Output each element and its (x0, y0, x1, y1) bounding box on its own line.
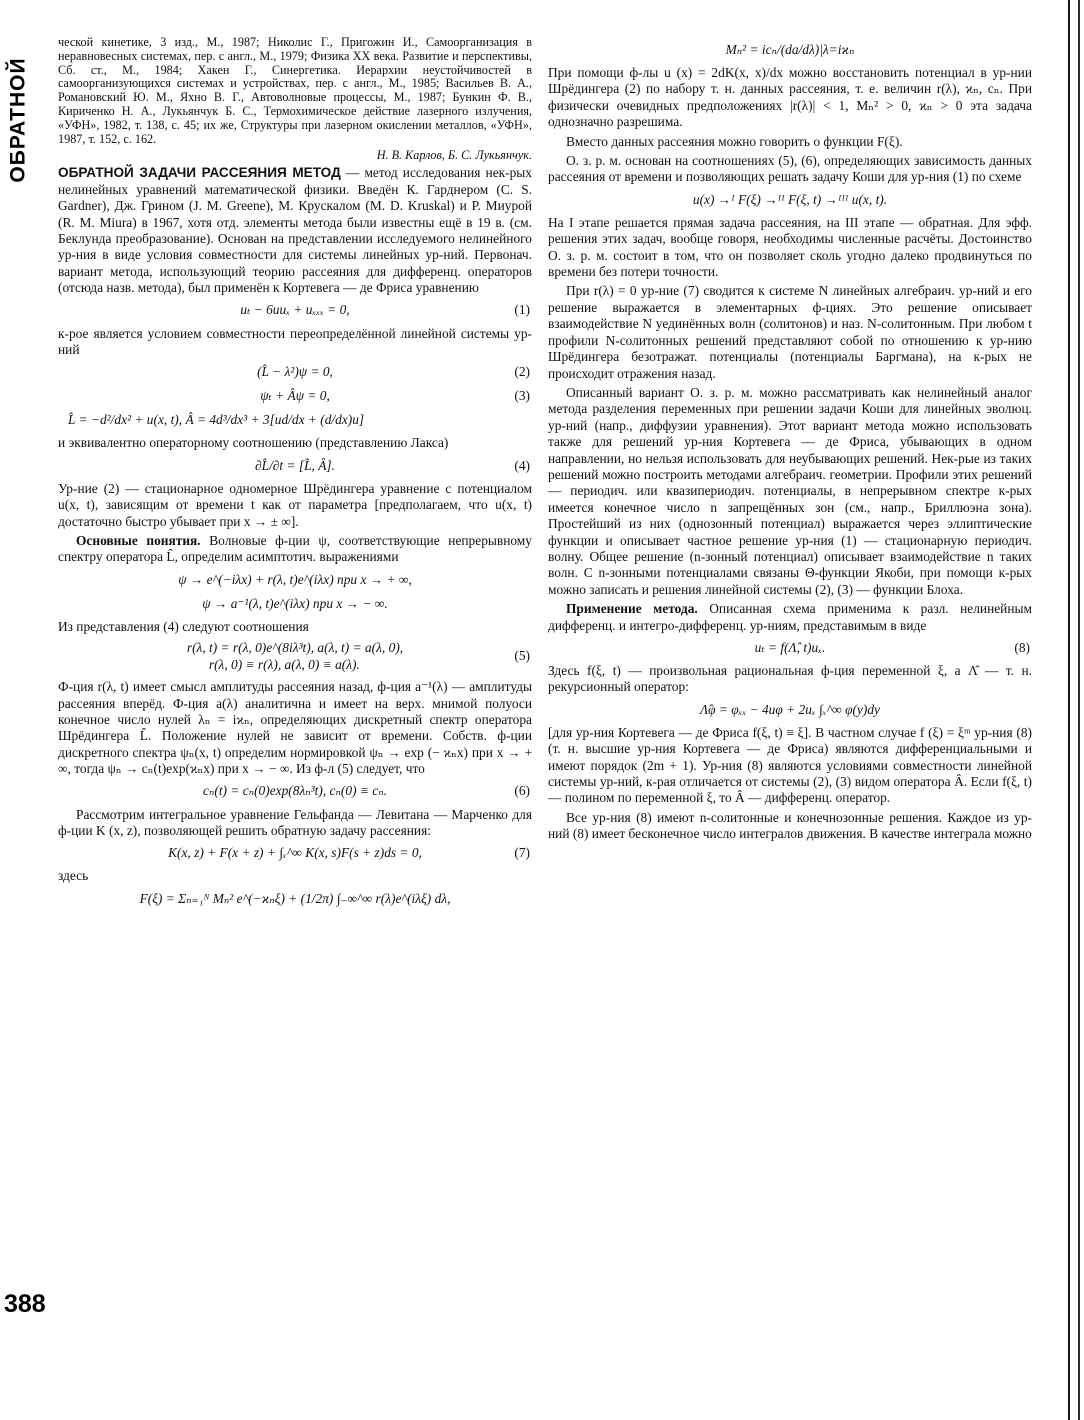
equation-3-body: ψₜ + Âψ = 0, (260, 388, 330, 404)
paragraph-relations: Из представления (4) следуют соотношения (58, 618, 309, 634)
equation-1-body: uₜ − 6uuₓ + uₓₓₓ = 0, (240, 302, 350, 318)
paragraph-scheme-intro: О. з. р. м. основан на соотношениях (5), (6), определяющих зависимость данных рассеяния от времени и позволяющих решать задачу Коши для ур-ния (1) по схеме (548, 153, 1032, 185)
equation-6-body: cₙ(t) = cₙ(0)exp(8λₙ³t), cₙ(0) ≡ cₙ. (202, 783, 387, 799)
page-number: 388 (4, 1290, 46, 1318)
paragraph-higher-kdv: [для ур-ния Кортевега — де Фриса f(ξ, t) ≡ ξ]. В частном случае f (ξ) = ξᵐ ур-ния (8) (т. н. высшие ур-ния Кортевега — де Фриса) являются дифференциальными и имеют порядок (2m + 1). Ур-ния (8) являются условиями совместности линейной системы ур-ний, к-рая отличается от системы (2), (3) видом оператора Â. Если f(ξ, t) — полином по переменной ξ, то Â — дифференц. оператор. (548, 724, 1032, 806)
paragraph-variant: Описанный вариант О. з. р. м. можно рассматривать как нелинейный аналог метода разделения переменных при решении задачи Коши для линейных эволюц. ур-ний (напр., диффузии уравнения). Этот вариант метода можно использовать также для решений ур-ния Кортевега — де Фриса, убывающих в одном направлении, но нельзя использовать для неубывающих решений. Нек-рые из таких решений можно построить методами алгебраич. геометрии. Профили этих решений — периодич. или квазипериодич. потенциалы, в непрерывном спектре к-рых имеется конечное число n запрещённых зон (см., напр., Бриллюэна зона). Простейший из них (однозонный потенциал) выражается через эллиптические функции и описывает частное решение ур-ния (1) — стационарную периодич. волну. Общее решение (n-зонный потенциал) описывает взаимодействие n таких волн. С n-зонными потенциалами связаны Θ-функции Якоби, при помощи к-рых можно записать и решения линейной системы (2), (3) — функции Блоха. (548, 384, 1032, 597)
paragraph-amplitudes: Ф-ция r(λ, t) имеет смысл амплитуды рассеяния назад, ф-ция a⁻¹(λ) — амплитуды рассеяния вперёд. Ф-ция a(λ) аналитична и имеет на верх. мнимой полуоси конечное число нулей λₙ = iϰₙ, определяющих дискретный спектр оператора Шрёдингера L̂. Положение нулей не зависит от времени. Собств. ф-ции дискретного спектра ψₙ(x, t) определим нормировкой ψₙ → exp (− ϰₙx) при x → + ∞, тогда ψₙ → cₙ(t)exp(ϰₙx) при x → − ∞. Из ф-л (5) следует, что (58, 679, 532, 777)
equation-1 (58, 302, 532, 320)
equation-asymptotic-2-body: ψ → a⁻¹(λ, t)e^(iλx) при x → − ∞. (202, 595, 388, 611)
equation-5-body (187, 640, 403, 673)
equation-6 (58, 783, 532, 801)
equation-5-line-2: r(λ, 0) ≡ r(λ), a(λ, 0) ≡ a(λ). (208, 656, 360, 672)
paragraph-lax: и эквивалентно операторному соотношению (представлению Лакса) (58, 435, 449, 451)
equation-asymptotic-2 (58, 595, 532, 613)
paragraph-here: здесь (58, 868, 89, 884)
equation-lambda-body: Λ̂φ = φₓₓ − 4uφ + 2uₓ ∫ₓ^∞ φ(y)dy (700, 701, 880, 717)
page-edge-line-outer (1078, 0, 1080, 1420)
equation-F-body: F(ξ) = Σₙ₌₁ᴺ Mₙ² e^(−ϰₙξ) + (1/2π) ∫₋∞^∞ r(λ)e^(iλξ) dλ, (139, 890, 451, 906)
paragraph-recursion: Здесь f(ξ, t) — произвольная рациональная ф-ция переменной ξ, а Λ̂ — т. н. рекурсионный оператор: (548, 663, 1032, 695)
paragraph-stages: На I этапе решается прямая задача рассеяния, на III этапе — обратная. Для эфф. решения этих задач, вообще говоря, необходимы численные расчёты. Достоинство О. з. р. м. состоит в том, что он позволяет сколь угодно далеко продвинуться по времени без потери точности. (548, 214, 1032, 280)
article-intro (58, 165, 532, 296)
equation-2 (58, 363, 532, 381)
paragraph-reconstruction: При помощи ф-лы u (x) = 2dK(x, x)/dx можно восстановить потенциал в ур-нии Шрёдингера (2) по набору т. н. данных рассеяния, т. е. величин r(λ), ϰₙ, cₙ. При физически очевидных предположениях |r(λ)| < 1, Mₙ² > 0, ϰₙ > 0 эта задача однозначно разрешима. (548, 65, 1032, 130)
equation-4-body: ∂L̂/∂t = [L̂, Â]. (255, 457, 335, 473)
equation-4 (58, 457, 532, 475)
paragraph-schrodinger: Ур-ние (2) — стационарное одномерное Шрёдингера уравнение с потенциалом u(x, t), зависящим от времени t как от параметра [предполагаем, что u(x, t) достаточно быстро убывает при x → ± ∞]. (58, 480, 532, 529)
running-head (2, 40, 36, 200)
paragraph-function-F: Вместо данных рассеяния можно говорить о функции F(ξ). (566, 133, 903, 149)
equation-4-number: (4) (514, 457, 530, 473)
equation-2-body: (L̂ − λ²)ψ = 0, (257, 364, 333, 380)
equation-operators-body: L̂ = −d²/dx² + u(x, t), Â = 4d³/dx³ + 3[ud/dx + (d/dx)u] (68, 412, 365, 428)
equation-3-number: (3) (514, 388, 530, 404)
equation-5 (58, 640, 532, 673)
equation-8 (548, 639, 1032, 657)
equation-asymptotic-1 (58, 571, 532, 589)
equation-scheme (548, 191, 1032, 209)
equation-M-body: Mₙ² = icₙ/(da/dλ)|λ=iϰₙ (725, 41, 855, 57)
equation-5-line-1: r(λ, t) = r(λ, 0)e^(8iλ³t), a(λ, t) = a(λ, 0), (186, 640, 404, 656)
paragraph-basic-concepts (58, 533, 532, 566)
equation-scheme-body: u(x) →ᴵ F(ξ) →ᴵᴵ F(ξ, t) →ᴵᴵᴵ u(x, t). (692, 191, 888, 207)
article-authors: Н. В. Карлов, Б. С. Лукьянчук. (376, 148, 532, 163)
equation-asymptotic-1-body: ψ → e^(−iλx) + r(λ, t)e^(iλx) при x → + ∞, (178, 571, 412, 587)
page-edge-line (1068, 0, 1070, 1420)
equation-operators (58, 411, 532, 429)
article-headword: ОБРАТНОЙ ЗАДАЧИ РАССЕЯНИЯ МЕТОД (58, 165, 341, 181)
intro-text: — метод исследования нек-рых нелинейных уравнений математической физики. Введён К. Гарднером (C. S. Gardner), Дж. Грином (J. M. Greene), М. Крускалом (M. D. Kruskal) и Р. Миурой (R. M. Miura) в 1967, хотя отд. элементы метода были известны ещё в 19 в. (см. Беклунда преобразование). Основан на представлении исследуемого нелинейного ур-ния в виде условия совместности для системы линейных ур-ний. Первонач. вариант метода, использующий теорию рассеяния для дифференц. операторов (отсюда назв. метода), был применён к Кортевега — де Фриса уравнению (58, 165, 532, 296)
equation-1-number: (1) (514, 302, 530, 318)
paragraph-application (548, 601, 1032, 634)
equation-7-number: (7) (514, 845, 530, 861)
paragraph-integrals: Все ур-ния (8) имеют n-солитонные и конечнозонные решения. Каждое из ур-ний (8) имеет бесконечное число интегралов движения. В качестве интеграла можно (548, 809, 1032, 842)
equation-8-body: uₜ = f(Λ̂, t)uₓ. (754, 639, 826, 655)
equation-3 (58, 387, 532, 405)
right-column (548, 36, 1032, 1408)
references: ческой кинетике, 3 изд., М., 1987; Николис Г., Пригожин И., Самоорганизация в неравновесных системах, пер. с англ., М., 1979; Физика XX века. Развитие и перспективы, Сб. ст., М., 1984; Хакен Г., Синергетика. Иерархии неустойчивостей в самоорганизующихся системах и устройствах, пер. с англ., М., 1985; Васильев В. А., Романовский Ю. М., Яхно В. Г., Автоволновые процессы, М., 1987; Бункин Ф. В., Кириченко Н. А., Лукьянчук Б. С., Термохимическое действие лазерного излучения, «УФН», 1982, т. 138, с. 45; их же, Структуры при лазерном окислении металлов, «УФН», 1987, т. 152, с. 162. (58, 36, 532, 146)
paragraph-solitons: При r(λ) = 0 ур-ние (7) сводится к системе N линейных алгебраич. ур-ний и его решение выражается в элементарных ф-циях. Это решение описывает взаимодействие N уединённых волн (солитонов) и наз. N-солитонным. При любом t профили N-солитонных решений представляют собой по отношению к ур-нию Шрёдингера безотражат. потенциалы (потенциалы Баргмана), на к-рых не происходит отражения назад. (548, 283, 1032, 381)
equation-8-number: (8) (1014, 639, 1030, 655)
equation-2-number: (2) (514, 364, 530, 380)
equation-M (548, 41, 1032, 59)
application-text: Описанная схема применима к разл. нелинейным дифференц. и интегро-дифференц. ур-ниям, представимым в виде (548, 601, 1032, 633)
paragraph-glm: Рассмотрим интегральное уравнение Гельфанда — Левитана — Марченко для ф-ции K (x, z), позволяющей решить обратную задачу рассеяния: (58, 806, 532, 838)
basic-concepts-title: Основные понятия. (76, 533, 201, 549)
application-title: Применение метода. (566, 601, 698, 617)
equation-7 (58, 844, 532, 862)
equation-lambda (548, 701, 1032, 719)
equation-F (58, 890, 532, 908)
basic-concepts-text: Волновые ф-ции ψ, соответствующие непрерывному спектру оператора L̂, определим асимптотич. выражениями (58, 533, 532, 565)
left-column (58, 36, 532, 1408)
equation-6-number: (6) (514, 783, 530, 799)
running-head-text: ОБРАТНОЙ (7, 57, 31, 183)
equation-5-number: (5) (514, 648, 530, 664)
equation-7-body: K(x, z) + F(x + z) + ∫ₓ^∞ K(x, s)F(s + z)ds = 0, (168, 845, 422, 861)
paragraph-compatibility: к-рое является условием совместности переопределённой линейной системы ур-ний (58, 325, 532, 358)
